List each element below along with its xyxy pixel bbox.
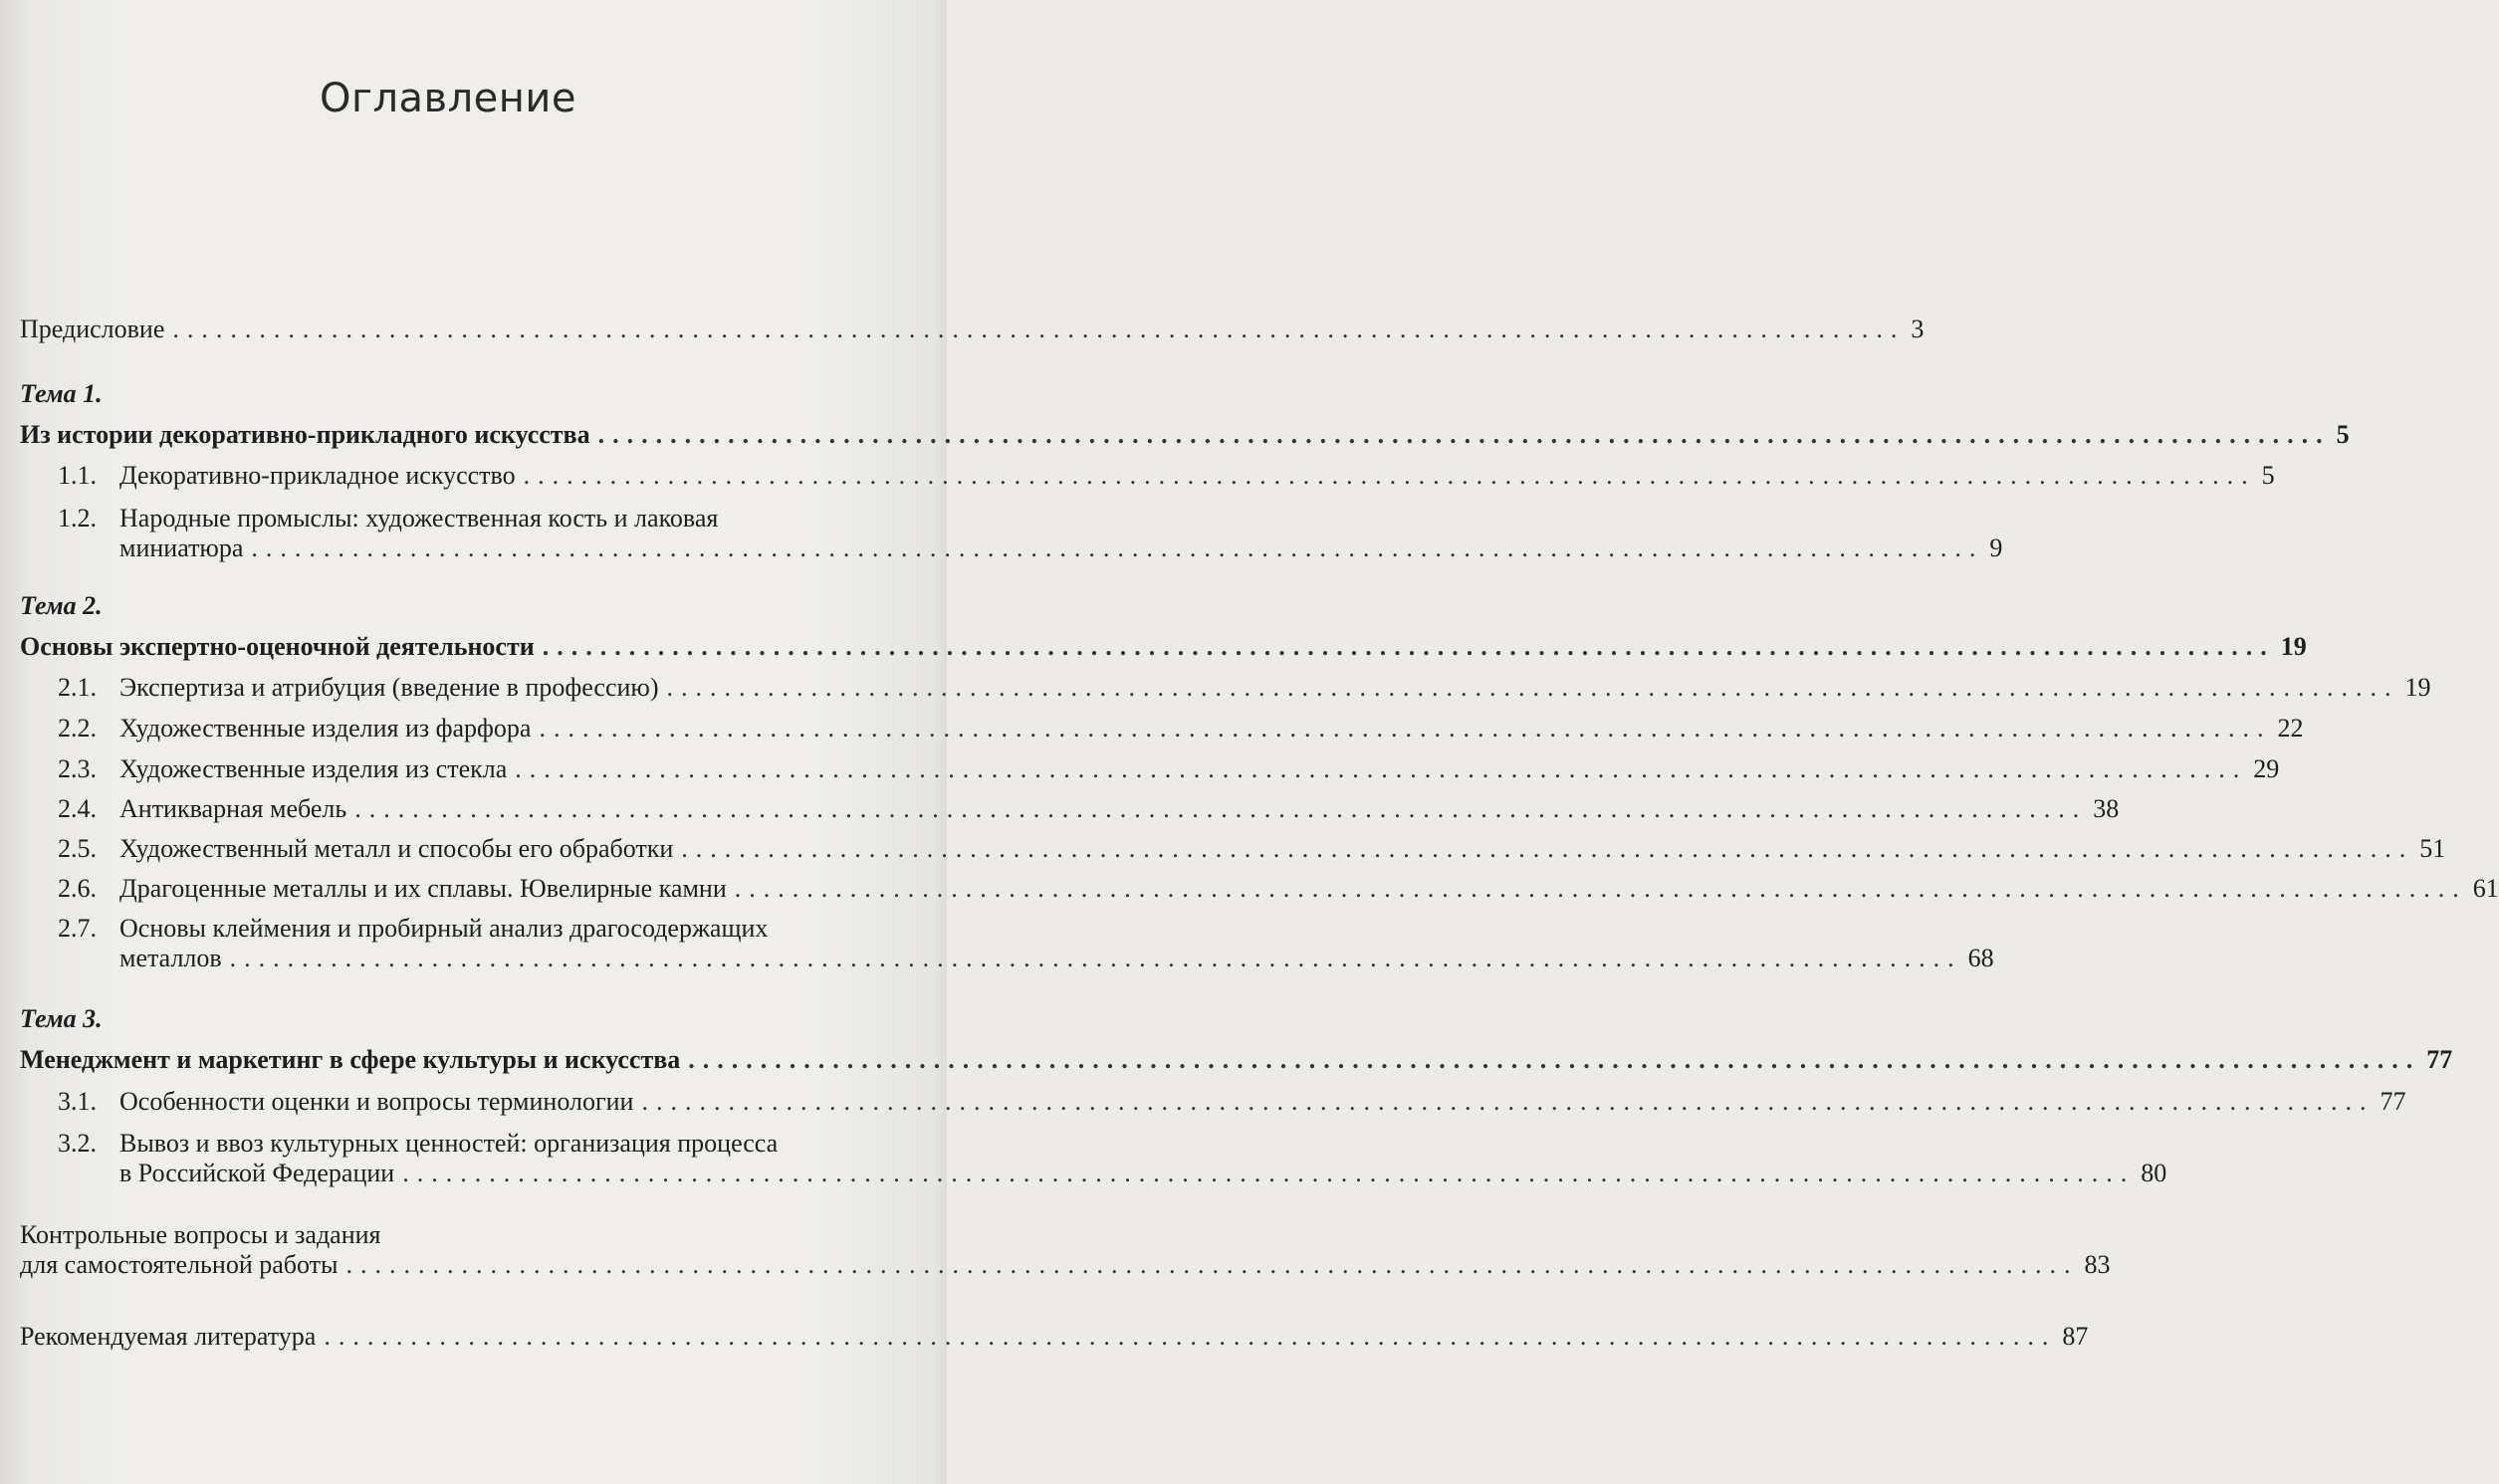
- toc-entry-label: Особенности оценки и вопросы терминологии: [119, 1087, 634, 1116]
- toc-entry-label-line2: для самостоятельной работы: [20, 1250, 339, 1279]
- toc-entry[interactable]: [119, 914, 1994, 973]
- toc-entry[interactable]: [119, 834, 2446, 864]
- item-number: 2.5.: [58, 834, 97, 863]
- toc-entry[interactable]: [119, 754, 2280, 784]
- toc-entry-label: Экспертиза и атрибуция (введение в профессию): [119, 673, 659, 702]
- toc-entry-label-line2: металлов: [119, 944, 222, 972]
- toc-entry-label: Драгоценные металлы и их сплавы. Ювелирные камни: [119, 874, 727, 903]
- toc-entry-preface[interactable]: [20, 315, 1925, 344]
- toc-theme-heading[interactable]: [20, 632, 2307, 662]
- toc-entry[interactable]: [119, 504, 2003, 563]
- dot-leader: ........................................................................................................................: [251, 533, 1984, 562]
- item-number: 2.4.: [58, 794, 97, 823]
- toc-theme-heading[interactable]: [20, 1045, 2453, 1075]
- page-number: 51: [2419, 834, 2446, 863]
- toc-theme-heading[interactable]: [20, 420, 2350, 450]
- toc-entry-label-line1: Вывоз и ввоз культурных ценностей: организация процесса: [119, 1129, 779, 1158]
- dot-leader: ........................................................................................................................: [523, 461, 2256, 490]
- dot-leader: ........................................................................................................................: [345, 1250, 2079, 1279]
- item-number: 1.1.: [58, 461, 97, 490]
- toc-entry[interactable]: [119, 1129, 2167, 1188]
- toc-entry-label: Художественный металл и способы его обработки: [119, 834, 674, 863]
- item-number: 1.2.: [58, 504, 97, 532]
- toc-entry-label: Художественные изделия из стекла: [119, 754, 508, 783]
- toc-entry-label-line1: Основы клеймения и пробирный анализ драгосодержащих: [119, 914, 769, 943]
- item-number: 2.6.: [58, 874, 97, 903]
- dot-leader: ........................................................................................................................: [641, 1087, 2375, 1116]
- dot-leader: ........................................................................................................................: [515, 754, 2248, 783]
- page-number: 5: [2336, 420, 2350, 449]
- page-number: 61: [2472, 874, 2499, 903]
- page-number: 29: [2253, 754, 2280, 783]
- dot-leader: ........................................................................................................................: [324, 1322, 2057, 1351]
- dot-leader: ........................................................................................................................: [229, 944, 1962, 972]
- page-number: 38: [2093, 794, 2120, 823]
- dot-leader: ........................................................................................................................: [688, 1045, 2421, 1074]
- page-number: 77: [2380, 1087, 2406, 1116]
- toc-entry-label: Предисловие: [20, 315, 165, 343]
- toc-entry-label: Художественные изделия из фарфора: [119, 714, 532, 742]
- toc-entry-label: Декоративно-прикладное искусство: [119, 461, 516, 490]
- theme-label: Тема 1.: [20, 379, 103, 408]
- page-number: 68: [1967, 944, 1994, 972]
- dot-leader: ........................................................................................................................: [681, 834, 2414, 863]
- toc-entry[interactable]: [119, 874, 2499, 904]
- page-title: Оглавление: [319, 76, 577, 121]
- item-number: 2.2.: [58, 714, 97, 742]
- dot-leader: ........................................................................................................................: [539, 714, 2272, 742]
- item-number: 3.1.: [58, 1087, 97, 1116]
- dot-leader: ........................................................................................................................: [734, 874, 2467, 903]
- toc-entry-label-line1: Народные промыслы: художественная кость и лаковая: [119, 504, 719, 532]
- page-number: 19: [2404, 673, 2431, 702]
- toc-entry-label-line1: Контрольные вопросы и задания: [20, 1220, 381, 1249]
- page-number: 87: [2062, 1322, 2089, 1351]
- toc-entry-label-line2: в Российской Федерации: [119, 1159, 395, 1187]
- page-number: 9: [1989, 533, 2003, 562]
- toc-entry-label-line2: миниатюра: [119, 533, 244, 562]
- theme-heading-text: Основы экспертно-оценочной деятельности: [20, 632, 535, 661]
- page-number: 19: [2280, 632, 2307, 661]
- dot-leader: ........................................................................................................................: [354, 794, 2088, 823]
- toc-entry[interactable]: [119, 794, 2120, 824]
- toc-entry[interactable]: [119, 673, 2431, 703]
- page-number: 3: [1911, 315, 1925, 343]
- dot-leader: ........................................................................................................................: [172, 315, 1906, 343]
- theme-heading-text: Менеджмент и маркетинг в сфере культуры и искусства: [20, 1045, 681, 1074]
- toc-entry-label: Антикварная мебель: [119, 794, 347, 823]
- page-number: 77: [2426, 1045, 2453, 1074]
- toc-entry[interactable]: [119, 1087, 2406, 1117]
- page-number: 80: [2141, 1159, 2167, 1187]
- page-number: 5: [2261, 461, 2275, 490]
- item-number: 3.2.: [58, 1129, 97, 1158]
- dot-leader: ........................................................................................................................: [402, 1159, 2136, 1187]
- dot-leader: ........................................................................................................................: [666, 673, 2399, 702]
- toc-entry[interactable]: [119, 714, 2304, 743]
- item-number: 2.1.: [58, 673, 97, 702]
- page-number: 83: [2084, 1250, 2111, 1279]
- toc-entry-control-questions[interactable]: [20, 1220, 2111, 1280]
- page-number: 22: [2277, 714, 2304, 742]
- item-number: 2.3.: [58, 754, 97, 783]
- toc-entry-label: Рекомендуемая литература: [20, 1322, 317, 1351]
- dot-leader: ........................................................................................................................: [542, 632, 2275, 661]
- dot-leader: ........................................................................................................................: [597, 420, 2331, 449]
- toc-entry-literature[interactable]: [20, 1322, 2089, 1352]
- theme-label: Тема 2.: [20, 591, 103, 620]
- theme-heading-text: Из истории декоративно-прикладного искусства: [20, 420, 590, 449]
- toc-entry[interactable]: [119, 461, 2275, 491]
- item-number: 2.7.: [58, 914, 97, 943]
- theme-label: Тема 3.: [20, 1004, 103, 1033]
